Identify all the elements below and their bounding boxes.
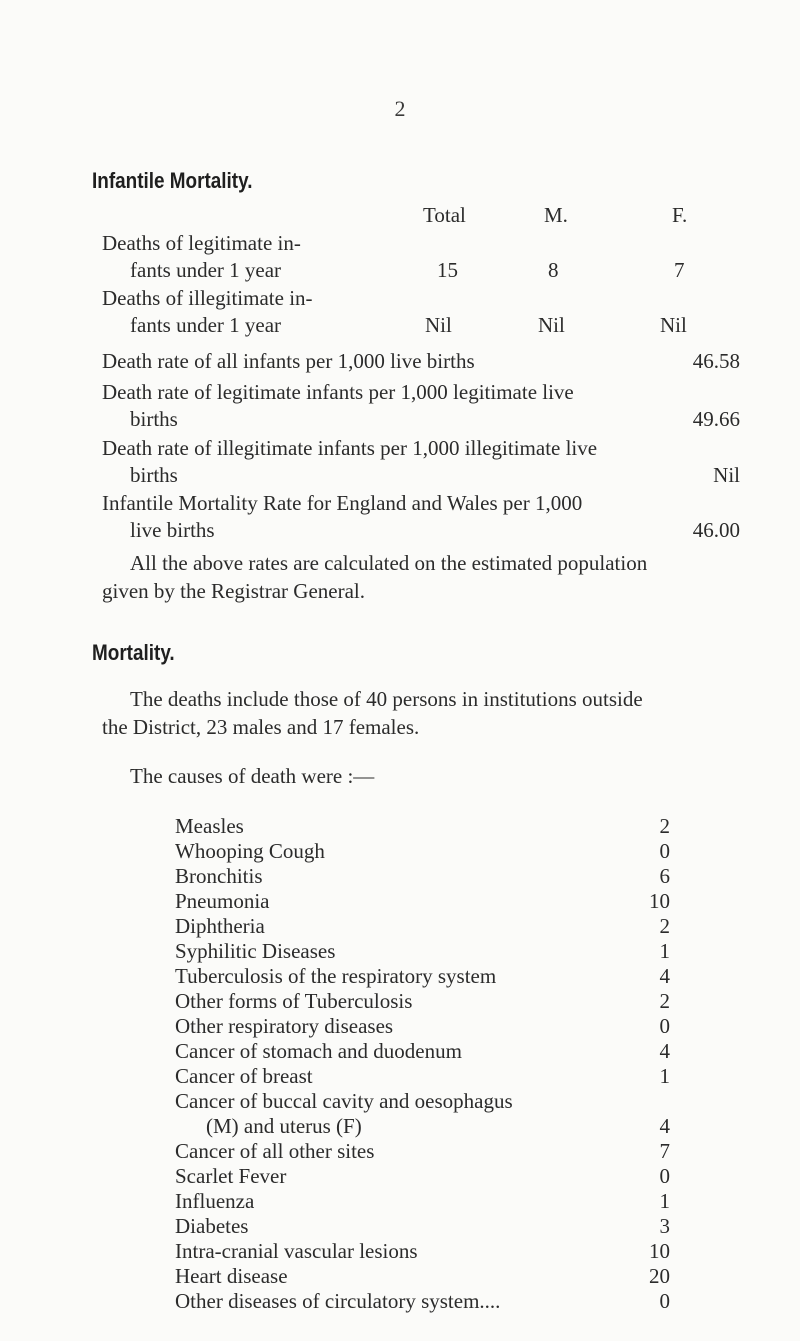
cause-name: Other diseases of circulatory system.... [175,1289,501,1313]
rate-value: 46.00 [692,518,740,542]
cause-name: Measles [175,814,244,838]
cause-count: 1 [659,1189,670,1213]
column-header-female: F. [672,203,688,227]
rate-value: Nil [713,463,740,487]
cause-count: 4 [659,1039,670,1063]
cause-count: 4 [659,964,670,988]
rate-label: Infantile Mortality Rate for England and Wales per 1,000 [102,491,583,515]
cause-name: Other respiratory diseases [175,1014,394,1038]
cause-count: 10 [649,889,670,913]
cause-name: Bronchitis [175,864,263,888]
section-heading-infantile-mortality: Infantile Mortality. [92,168,253,193]
cause-name: Influenza [175,1189,255,1213]
cause-name: Syphilitic Diseases [175,939,336,963]
rate-label-cont: births [130,407,178,431]
causes-intro: The causes of death were :— [130,764,375,788]
row-label-line1: Deaths of legitimate in- [102,231,301,255]
row-male: Nil [538,313,565,337]
section-heading-mortality: Mortality. [92,640,175,665]
cause-count: 2 [659,914,670,938]
rate-label-cont: live births [130,518,215,542]
rates-note-line2: given by the Registrar General. [102,579,365,603]
mortality-paragraph-line2: the District, 23 males and 17 females. [102,715,420,739]
cause-name: Pneumonia [175,889,270,913]
cause-name: Intra-cranial vascular lesions [175,1239,418,1263]
row-total: Nil [425,313,452,337]
cause-count: 7 [659,1139,670,1163]
cause-name: Cancer of all other sites [175,1139,375,1163]
rate-label-cont: births [130,463,178,487]
cause-count: 1 [659,939,670,963]
cause-count: 6 [659,864,670,888]
cause-name: Other forms of Tuberculosis [175,989,413,1013]
cause-name: Cancer of stomach and duodenum [175,1039,462,1063]
row-label-line2: fants under 1 year [130,258,282,282]
cause-name: Scarlet Fever [175,1164,287,1188]
row-label-line1: Deaths of illegitimate in- [102,286,313,310]
cause-count: 1 [659,1064,670,1088]
rates-note-line1: All the above rates are calculated on the estimated population [130,551,648,575]
rate-value: 49.66 [692,407,740,431]
row-male: 8 [548,258,559,282]
cause-count: 0 [659,1289,670,1313]
cause-name-cont: (M) and uterus (F) [206,1114,362,1138]
rate-value: 46.58 [692,349,740,373]
row-total: 15 [437,258,458,282]
cause-name: Heart disease [175,1264,288,1288]
cause-count: 2 [659,814,670,838]
rate-label: Death rate of all infants per 1,000 live births [102,349,475,373]
cause-name: Tuberculosis of the respiratory system [175,964,497,988]
row-female: Nil [660,313,687,337]
mortality-paragraph-line1: The deaths include those of 40 persons in institutions outside [130,687,643,711]
cause-count: 0 [659,1164,670,1188]
cause-count: 4 [659,1114,670,1138]
cause-count: 10 [649,1239,670,1263]
row-label-line2: fants under 1 year [130,313,282,337]
page-number: 2 [394,96,406,121]
cause-count: 20 [649,1264,670,1288]
cause-name: Cancer of buccal cavity and oesophagus [175,1089,513,1113]
cause-name: Cancer of breast [175,1064,313,1088]
cause-name: Diabetes [175,1214,249,1238]
cause-count: 2 [659,989,670,1013]
cause-count: 0 [659,1014,670,1038]
rate-label: Death rate of legitimate infants per 1,000 legitimate live [102,380,574,404]
cause-name: Whooping Cough [175,839,325,863]
cause-count: 3 [659,1214,670,1238]
rate-label: Death rate of illegitimate infants per 1,000 illegitimate live [102,436,598,460]
column-header-male: M. [544,203,568,227]
cause-name: Diphtheria [175,914,265,938]
column-header-total: Total [423,203,466,227]
row-female: 7 [674,258,685,282]
cause-count: 0 [659,839,670,863]
